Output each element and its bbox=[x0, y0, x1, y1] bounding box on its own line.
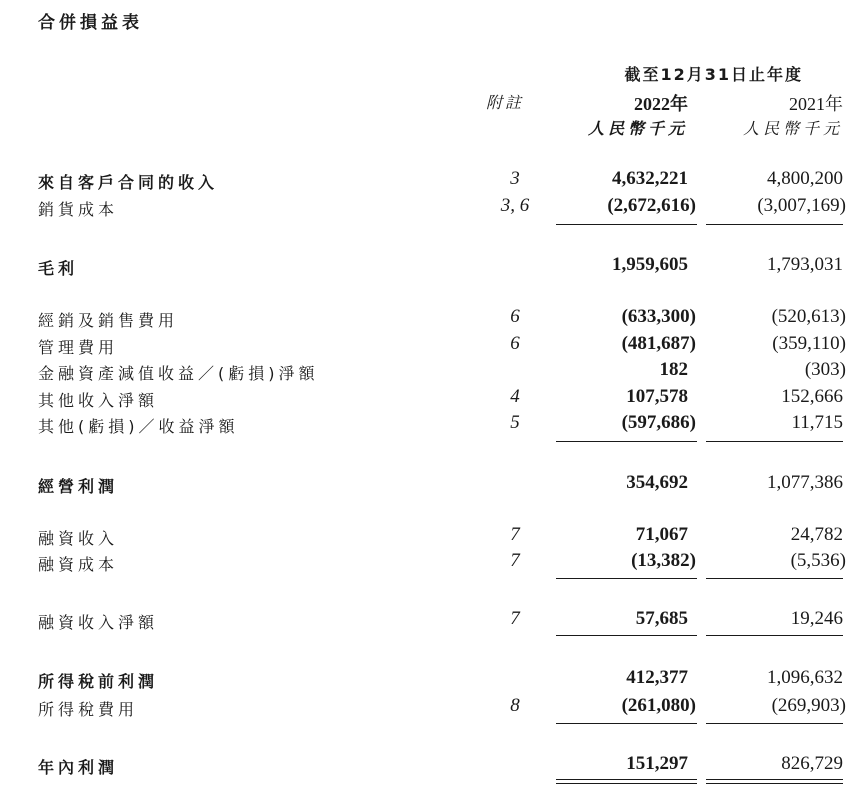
value-2021: 152,666 bbox=[781, 386, 843, 407]
row-label: 年內利潤 bbox=[38, 758, 119, 777]
value-2021: 24,782 bbox=[790, 524, 843, 545]
row-note: 7 bbox=[510, 550, 520, 571]
table-row bbox=[0, 667, 865, 693]
row-label: 來自客戶合同的收入 bbox=[38, 173, 219, 192]
value-2022: 4,632,221 bbox=[612, 168, 688, 189]
table-row bbox=[0, 550, 865, 576]
row-note: 4 bbox=[510, 386, 520, 407]
currency-2021-header: 人民幣千元 bbox=[742, 119, 843, 138]
value-2022: 57,685 bbox=[635, 608, 688, 629]
subtotal-rule bbox=[556, 578, 697, 579]
total-double-rule bbox=[556, 779, 697, 784]
value-2022: (633,300) bbox=[621, 306, 696, 327]
value-2022: (261,080) bbox=[621, 695, 696, 716]
value-2021: (359,110) bbox=[772, 333, 846, 354]
period-header: 截至12月31日止年度 bbox=[624, 65, 803, 84]
row-note: 5 bbox=[510, 412, 520, 433]
value-2021: 1,793,031 bbox=[767, 254, 843, 275]
row-note: 7 bbox=[510, 524, 520, 545]
note-column-header: 附註 bbox=[486, 93, 525, 112]
row-label: 經銷及銷售費用 bbox=[38, 311, 179, 330]
value-2021: (303) bbox=[804, 359, 846, 380]
table-row bbox=[0, 306, 865, 332]
subtotal-rule bbox=[706, 441, 843, 442]
value-2022: 354,692 bbox=[626, 472, 688, 493]
page-title: 合併損益表 bbox=[38, 13, 143, 33]
row-note: 3 bbox=[510, 168, 520, 189]
table-row bbox=[0, 195, 865, 221]
value-2022: 412,377 bbox=[626, 667, 688, 688]
value-2021: 11,715 bbox=[791, 412, 843, 433]
value-2021: 1,096,632 bbox=[767, 667, 843, 688]
table-row bbox=[0, 524, 865, 550]
total-double-rule bbox=[706, 779, 843, 784]
table-row bbox=[0, 254, 865, 280]
value-2021: (3,007,169) bbox=[757, 195, 846, 216]
subtotal-rule bbox=[706, 578, 843, 579]
year-2022-header: 2022年 bbox=[634, 94, 688, 114]
row-note: 7 bbox=[510, 608, 520, 629]
value-2022: 1,959,605 bbox=[612, 254, 688, 275]
row-note: 8 bbox=[510, 695, 520, 716]
value-2022: (481,687) bbox=[621, 333, 696, 354]
value-2021: 1,077,386 bbox=[767, 472, 843, 493]
value-2022: 151,297 bbox=[626, 753, 688, 774]
table-row bbox=[0, 168, 865, 194]
subtotal-rule bbox=[706, 635, 843, 636]
row-label: 融資成本 bbox=[38, 555, 119, 574]
table-row bbox=[0, 753, 865, 779]
value-2021: 826,729 bbox=[781, 753, 843, 774]
row-label: 毛利 bbox=[38, 259, 79, 278]
row-label: 融資收入淨額 bbox=[38, 613, 159, 632]
subtotal-rule bbox=[556, 635, 697, 636]
value-2021: 4,800,200 bbox=[767, 168, 843, 189]
row-note: 6 bbox=[510, 306, 520, 327]
value-2021: 19,246 bbox=[790, 608, 843, 629]
table-row bbox=[0, 472, 865, 498]
row-note: 6 bbox=[510, 333, 520, 354]
table-row bbox=[0, 695, 865, 721]
subtotal-rule bbox=[706, 723, 843, 724]
row-label: 金融資產減值收益／(虧損)淨額 bbox=[38, 364, 319, 383]
value-2022: 71,067 bbox=[635, 524, 688, 545]
row-label: 其他(虧損)／收益淨額 bbox=[38, 417, 239, 436]
value-2022: (13,382) bbox=[631, 550, 696, 571]
table-row bbox=[0, 608, 865, 634]
row-label: 融資收入 bbox=[38, 529, 119, 548]
row-label: 銷貨成本 bbox=[38, 200, 119, 219]
value-2022: 107,578 bbox=[626, 386, 688, 407]
subtotal-rule bbox=[556, 441, 697, 442]
table-row bbox=[0, 412, 865, 438]
table-row bbox=[0, 359, 865, 385]
row-label: 所得稅前利潤 bbox=[38, 672, 159, 691]
table-row bbox=[0, 386, 865, 412]
row-label: 經營利潤 bbox=[38, 477, 119, 496]
subtotal-rule bbox=[556, 224, 697, 225]
value-2022: (597,686) bbox=[621, 412, 696, 433]
value-2021: (5,536) bbox=[790, 550, 846, 571]
currency-2022-header: 人民幣千元 bbox=[587, 119, 688, 138]
row-label: 所得稅費用 bbox=[38, 700, 139, 719]
subtotal-rule bbox=[556, 723, 697, 724]
year-2021-header: 2021年 bbox=[789, 94, 843, 114]
subtotal-rule bbox=[706, 224, 843, 225]
row-note: 3, 6 bbox=[500, 195, 530, 216]
row-label: 管理費用 bbox=[38, 338, 119, 357]
table-row bbox=[0, 333, 865, 359]
value-2021: (269,903) bbox=[771, 695, 846, 716]
value-2022: (2,672,616) bbox=[607, 195, 696, 216]
value-2021: (520,613) bbox=[771, 306, 846, 327]
value-2022: 182 bbox=[659, 359, 688, 380]
row-label: 其他收入淨額 bbox=[38, 391, 159, 410]
